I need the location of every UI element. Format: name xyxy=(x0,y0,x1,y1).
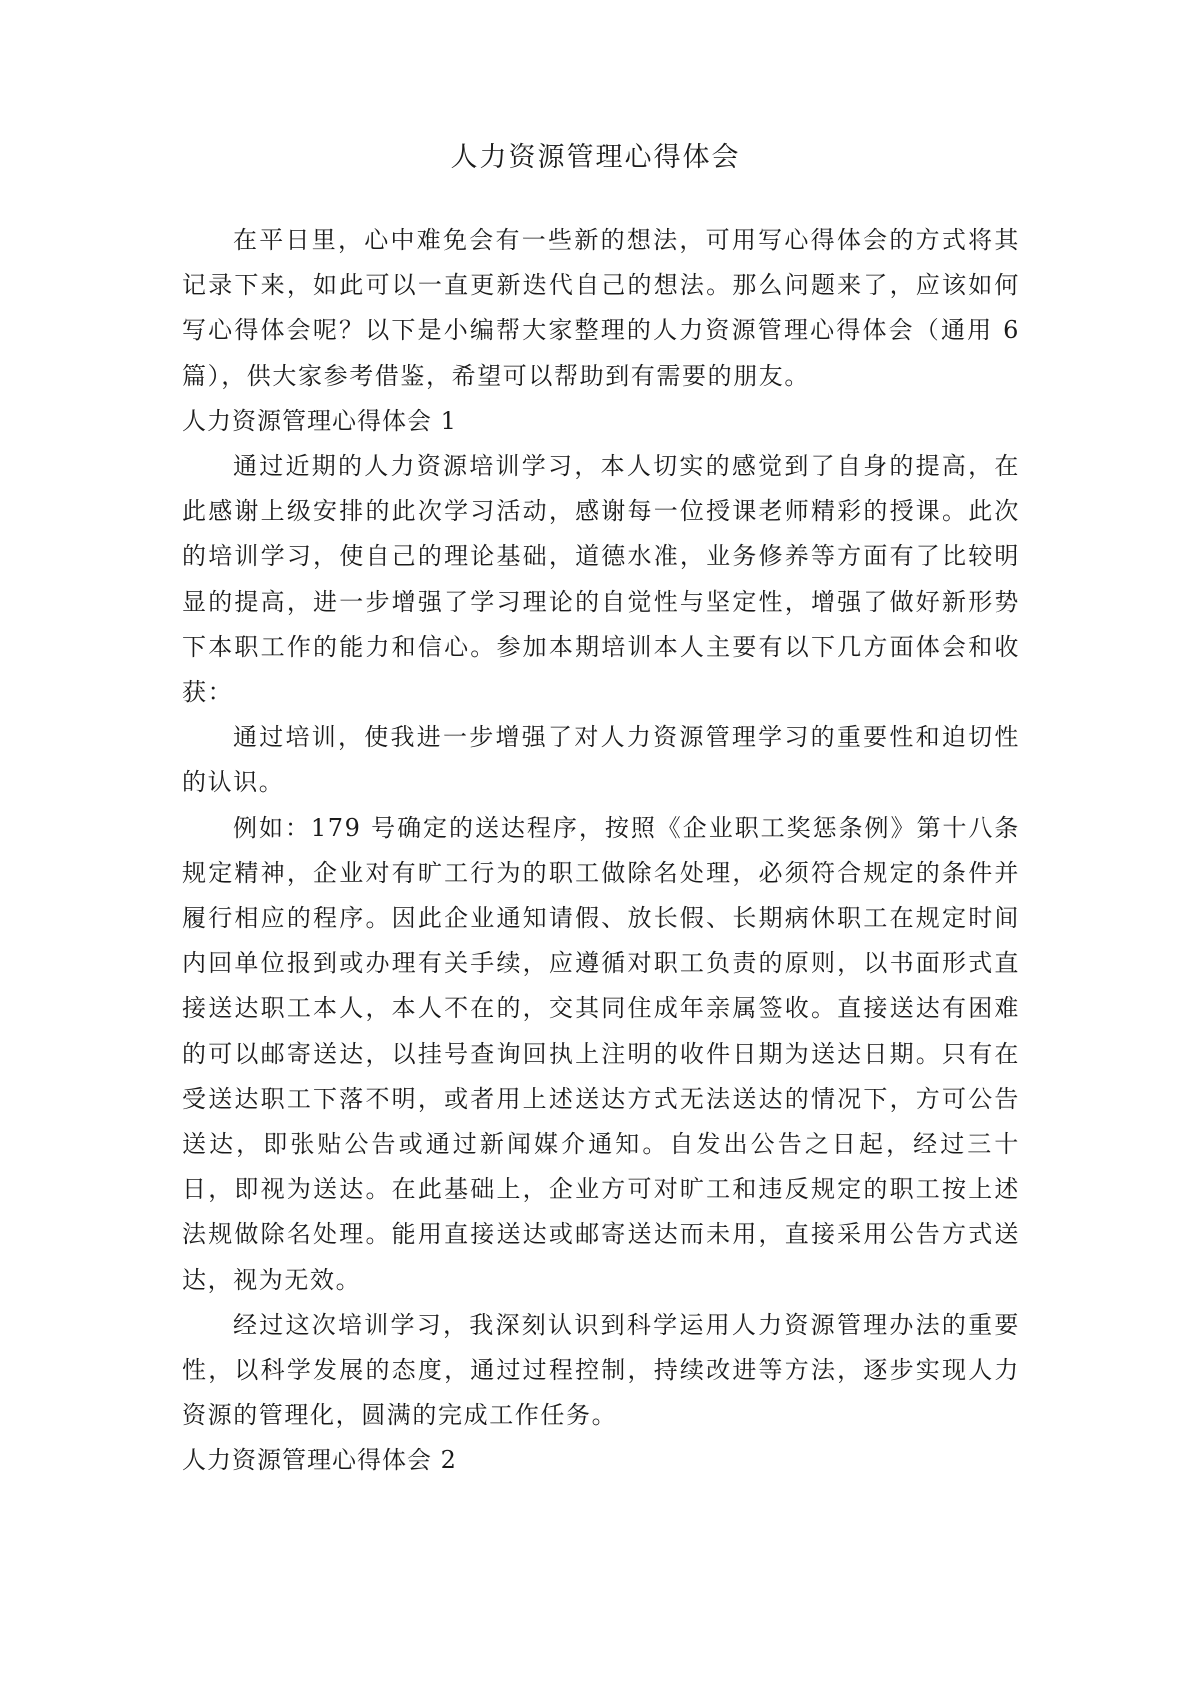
section-heading-1: 人力资源管理心得体会 1 xyxy=(182,406,457,435)
document-body xyxy=(182,218,1020,1484)
section1-paragraph-4: 经过这次培训学习，我深刻认识到科学运用人力资源管理办法的重要性，以科学发展的态度，通过过程控制，持续改进等方法，逐步实现人力资源的管理化，圆满的完成工作任务。 xyxy=(182,1310,1020,1430)
section1-paragraph-2: 通过培训，使我进一步增强了对人力资源管理学习的重要性和迫切性的认识。 xyxy=(182,723,1020,797)
intro-paragraph: 在平日里，心中难免会有一些新的想法，可用写心得体会的方式将其记录下来，如此可以一直更新迭代自己的想法。那么问题来了，应该如何写心得体会呢？以下是小编帮大家整理的人力资源管理心得体会（通用 6 篇），供大家参考借鉴，希望可以帮助到有需要的朋友。 xyxy=(182,226,1020,390)
page-title: 人力资源管理心得体会 xyxy=(450,142,741,173)
section1-paragraph-3: 例如：179 号确定的送达程序，按照《企业职工奖惩条例》第十八条规定精神，企业对有旷工行为的职工做除名处理，必须符合规定的条件并履行相应的程序。因此企业通知请假、放长假、长期病休职工在规定时间内回单位报到或办理有关手续，应遵循对职工负责的原则，以书面形式直接送达职工本人，本人不在的，交其同住成年亲属签收。直接送达有困难的可以邮寄送达，以挂号查询回执上注明的收件日期为送达日期。只有在受送达职工下落不明，或者用上述送达方式无法送达的情况下，方可公告送达，即张贴公告或通过新闻媒介通知。自发出公告之日起，经过三十日，即视为送达。在此基础上，企业方可对旷工和违反规定的职工按上述法规做除名处理。能用直接送达或邮寄送达而未用，直接采用公告方式送达，视为无效。 xyxy=(182,813,1020,1294)
section1-paragraph-1: 通过近期的人力资源培训学习，本人切实的感觉到了自身的提高，在此感谢上级安排的此次学习活动，感谢每一位授课老师精彩的授课。此次的培训学习，使自己的理论基础，道德水准，业务修养等方面有了比较明显的提高，进一步增强了学习理论的自觉性与坚定性，增强了做好新形势下本职工作的能力和信心。参加本期培训本人主要有以下几方面体会和收获： xyxy=(182,452,1020,707)
section-heading-2: 人力资源管理心得体会 2 xyxy=(182,1446,457,1475)
